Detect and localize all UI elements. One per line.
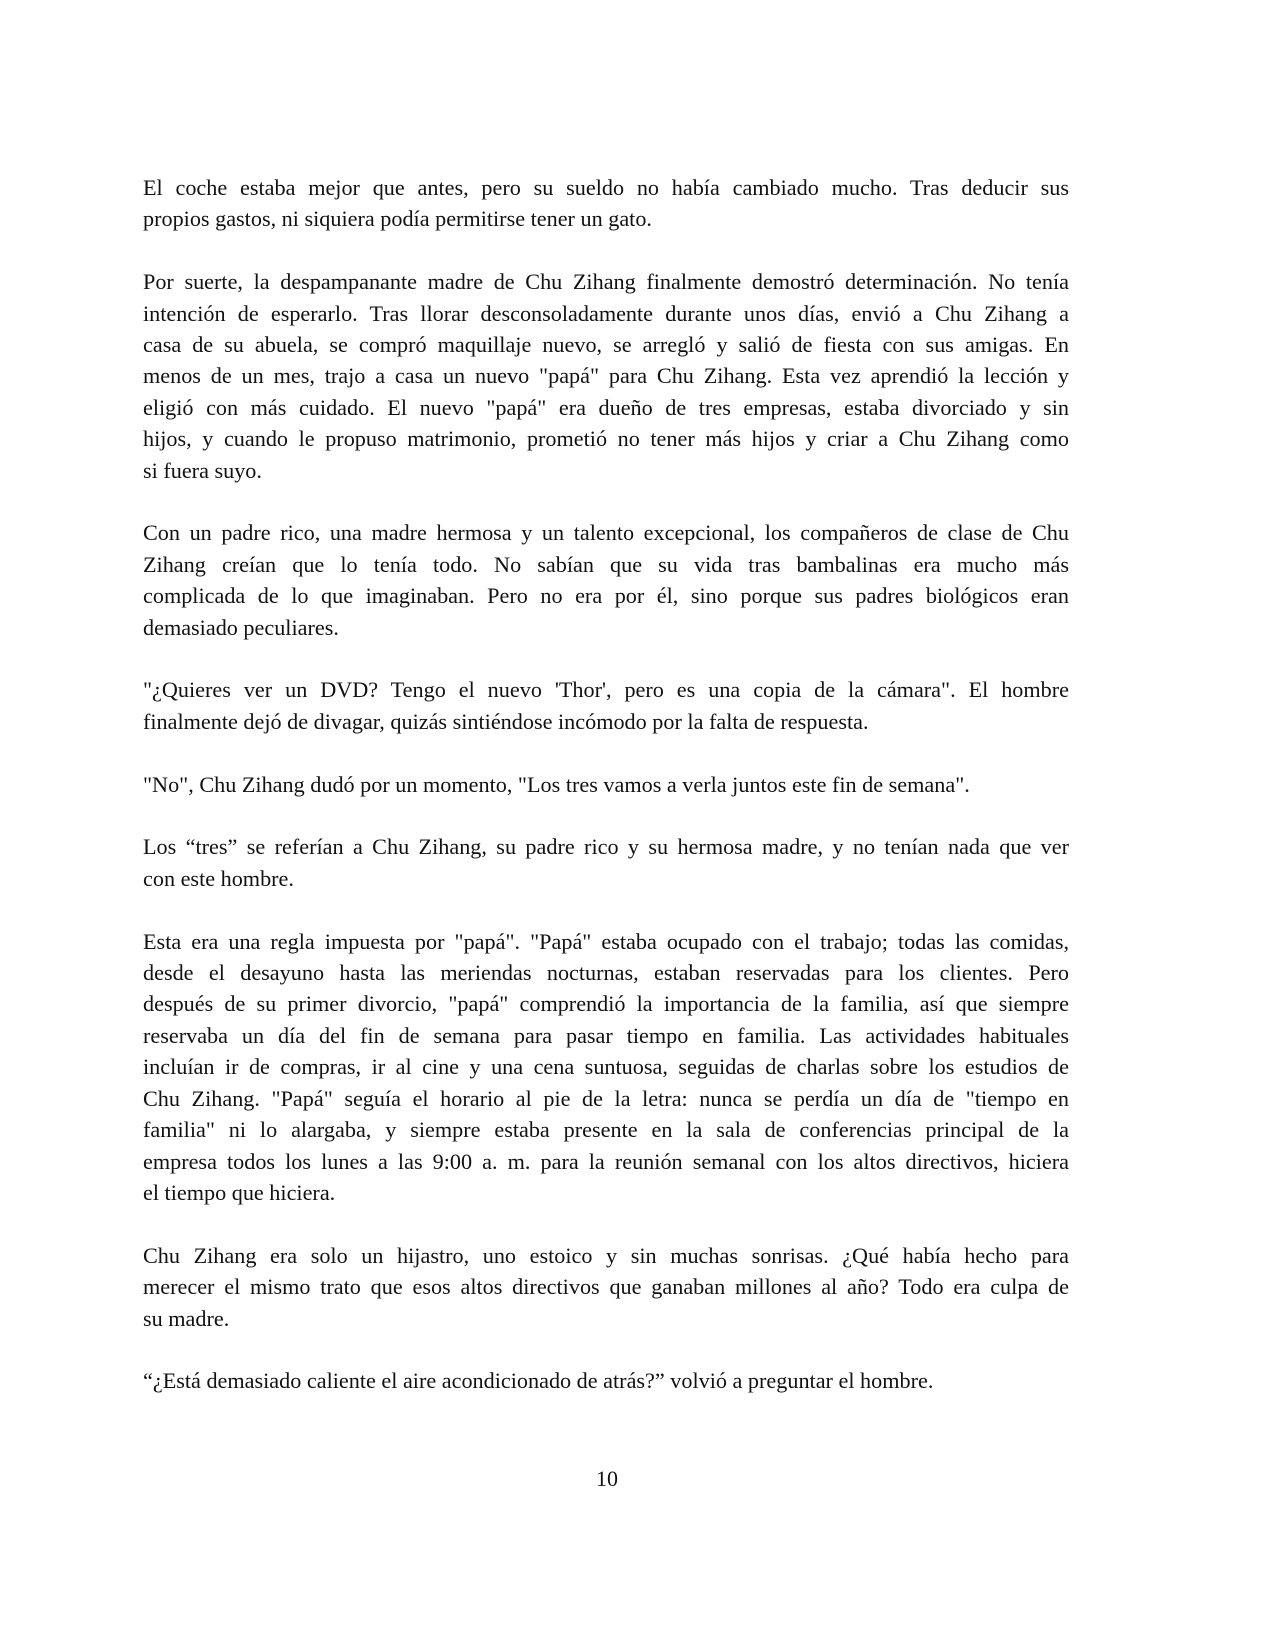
text-line: complicada de lo que imaginaban. Pero no era por él, sino porque sus padres biológicos eran (143, 583, 1069, 609)
text-line: con este hombre. (143, 865, 294, 891)
text-line: empresa todos los lunes a las 9:00 a. m. para la reunión semanal con los altos directivos, hiciera (143, 1148, 1069, 1174)
paragraph (143, 926, 1069, 1209)
text-line: hijos, y cuando le propuso matrimonio, prometió no tener más hijos y criar a Chu Zihang como (143, 426, 1069, 452)
text-line: Chu Zihang. "Papá" seguía el horario al pie de la letra: nunca se perdía un día de "tiempo en (143, 1085, 1069, 1111)
paragraph (143, 831, 1069, 894)
text-line: "¿Quieres ver un DVD? Tengo el nuevo 'Thor', pero es una copia de la cámara". El hombre (143, 677, 1069, 703)
paragraph (143, 266, 1069, 486)
text-line: su madre. (143, 1305, 230, 1331)
text-line: Los “tres” se referían a Chu Zihang, su padre rico y su hermosa madre, y no tenían nada que ver (143, 834, 1069, 860)
paragraph (143, 674, 1069, 737)
text-line: el tiempo que hiciera. (143, 1179, 336, 1205)
text-line: propios gastos, ni siquiera podía permitirse tener un gato. (143, 206, 652, 232)
text-line: menos de un mes, trajo a casa un nuevo "papá" para Chu Zihang. Esta vez aprendió la lección y (143, 363, 1069, 389)
text-line: intención de esperarlo. Tras llorar desconsoladamente durante unos días, envió a Chu Zihang a (143, 300, 1069, 326)
text-line: finalmente dejó de divagar, quizás sintiéndose incómodo por la falta de respuesta. (143, 708, 869, 734)
text-line: reservaba un día del fin de semana para pasar tiempo en familia. Las actividades habituales (143, 1022, 1069, 1048)
text-line: “¿Está demasiado caliente el aire acondicionado de atrás?” volvió a preguntar el hombre. (143, 1368, 934, 1394)
text-line: merecer el mismo trato que esos altos directivos que ganaban millones al año? Todo era culpa de (143, 1274, 1069, 1300)
text-line: Chu Zihang era solo un hijastro, uno estoico y sin muchas sonrisas. ¿Qué había hecho para (143, 1242, 1069, 1268)
text-line: familia" ni lo alargaba, y siempre estaba presente en la sala de conferencias principal de la (143, 1117, 1069, 1143)
text-line: demasiado peculiares. (143, 614, 339, 640)
paragraph (143, 769, 1069, 800)
body-text (143, 172, 1069, 1428)
text-line: después de su primer divorcio, "papá" comprendió la importancia de la familia, así que siempre (143, 991, 1069, 1017)
text-line: Por suerte, la despampanante madre de Chu Zihang finalmente demostró determinación. No tenía (143, 269, 1069, 295)
text-line: desde el desayuno hasta las meriendas nocturnas, estaban reservadas para los clientes. Pero (143, 960, 1069, 986)
text-line: casa de su abuela, se compró maquillaje nuevo, se arregló y salió de fiesta con sus amigas. En (143, 332, 1069, 358)
text-line: eligió con más cuidado. El nuevo "papá" era dueño de tres empresas, estaba divorciado y sin (143, 394, 1069, 420)
paragraph (143, 172, 1069, 235)
text-line: "No", Chu Zihang dudó por un momento, "Los tres vamos a verla juntos este fin de semana". (143, 771, 970, 797)
text-line: incluían ir de compras, ir al cine y una cena suntuosa, seguidas de charlas sobre los estudios de (143, 1054, 1069, 1080)
text-line: El coche estaba mejor que antes, pero su sueldo no había cambiado mucho. Tras deducir sus (143, 175, 1069, 200)
paragraph (143, 1240, 1069, 1334)
page-number: 10 (596, 1466, 618, 1491)
text-line: Esta era una regla impuesta por "papá". "Papá" estaba ocupado con el trabajo; todas las comidas, (143, 928, 1069, 954)
paragraph (143, 1365, 1069, 1396)
text-line: Zihang creían que lo tenía todo. No sabían que su vida tras bambalinas era mucho más (143, 551, 1069, 577)
text-line: si fuera suyo. (143, 457, 262, 483)
paragraph (143, 517, 1069, 643)
text-line: Con un padre rico, una madre hermosa y un talento excepcional, los compañeros de clase de Chu (143, 520, 1069, 546)
